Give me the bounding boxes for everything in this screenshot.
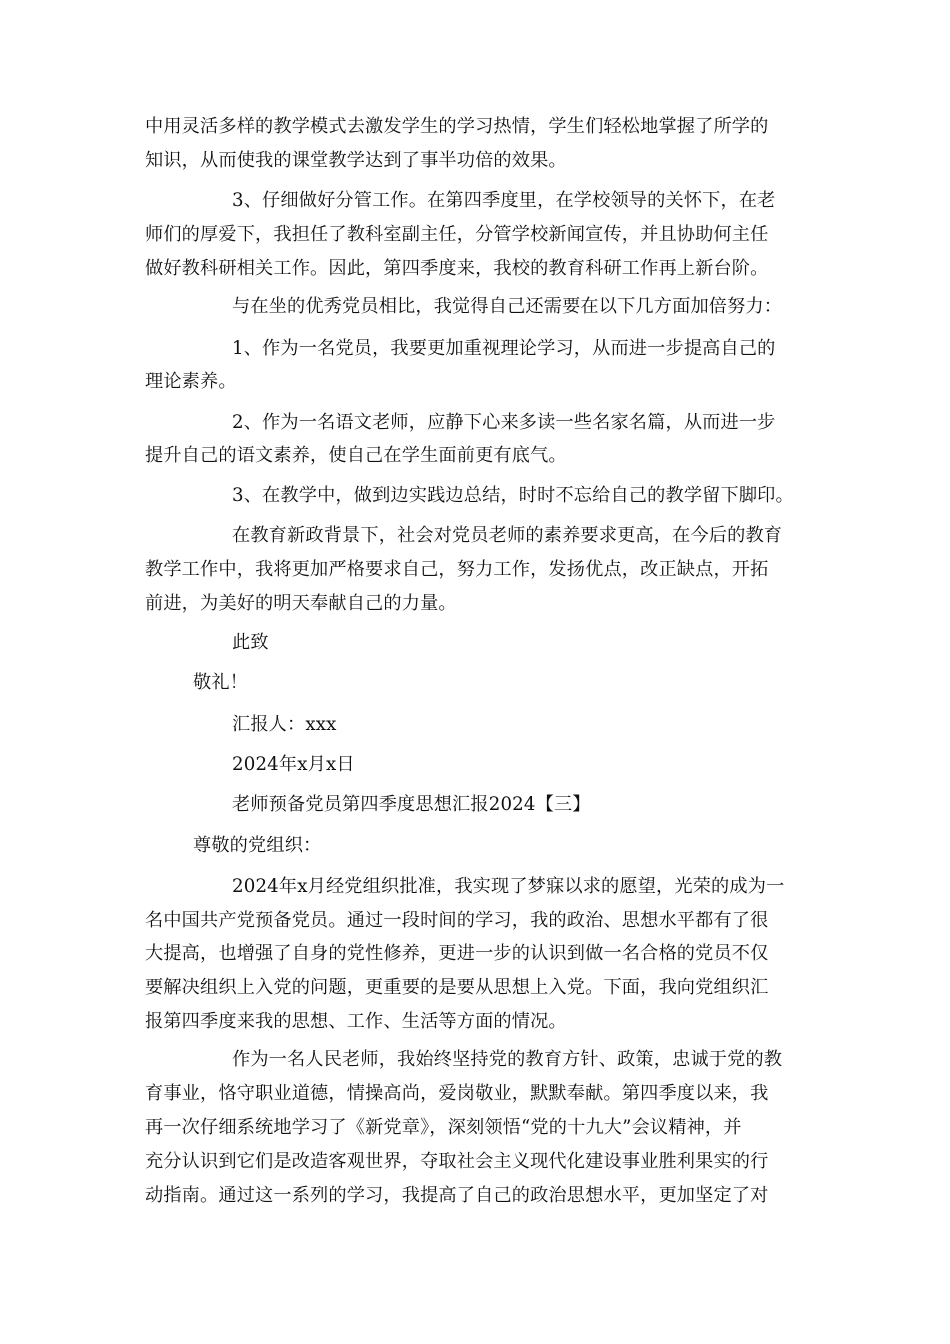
paragraph-line: 动指南。通过这一系列的学习，我提高了自己的政治思想水平，更加坚定了对 — [145, 1185, 769, 1206]
paragraph-line: 做好教科研相关工作。因此，第四季度来，我校的教育科研工作再上新台阶。 — [145, 258, 769, 279]
paragraph-line: 再一次仔细系统地学习了《新党章》，深刻领悟“党的十九大”会议精神，并 — [145, 1117, 742, 1138]
salute-text: 敬礼！ — [193, 672, 249, 693]
reporter-line: 汇报人：xxx — [232, 714, 337, 735]
greeting-line: 尊敬的党组织： — [193, 835, 322, 856]
section-title: 老师预备党员第四季度思想汇报2024【三】 — [232, 794, 591, 815]
paragraph-line: 2024年x月经党组织批准，我实现了梦寐以求的愿望，光荣的成为一 — [232, 876, 785, 897]
paragraph-line: 报第四季度来我的思想、工作、生活等方面的情况。 — [145, 1011, 567, 1032]
paragraph-line: 与在坐的优秀党员相比，我觉得自己还需要在以下几方面加倍努力： — [232, 296, 783, 317]
paragraph-line: 3、在教学中，做到边实践边总结，时时不忘给自己的教学留下脚印。 — [232, 485, 794, 506]
paragraph-line: 理论素养。 — [145, 371, 237, 392]
paragraph-line: 名中国共产党预备党员。通过一段时间的学习，我的政治、思想水平都有了很 — [145, 910, 769, 931]
paragraph-line: 教学工作中，我将更加严格要求自己，努力工作，发扬优点，改正缺点，开拓 — [145, 559, 769, 580]
closing-text: 此致 — [232, 632, 269, 653]
paragraph-line: 育事业，恪守职业道德，情操高尚，爱岗敬业，默默奉献。第四季度以来，我 — [145, 1083, 769, 1104]
paragraph-line: 师们的厚爱下，我担任了教科室副主任，分管学校新闻宣传，并且协助何主任 — [145, 224, 769, 245]
paragraph-line: 在教育新政背景下，社会对党员老师的素养要求更高，在今后的教育 — [232, 525, 783, 546]
paragraph-line: 要解决组织上入党的问题，更重要的是要从思想上入党。下面，我向党组织汇 — [145, 977, 769, 998]
paragraph-line: 知识，从而使我的课堂教学达到了事半功倍的效果。 — [145, 150, 567, 171]
report-date: 2024年x月x日 — [232, 754, 355, 775]
paragraph-line: 充分认识到它们是改造客观世界，夺取社会主义现代化建设事业胜利果实的行 — [145, 1151, 769, 1172]
paragraph-line: 大提高，也增强了自身的党性修养，更进一步的认识到做一名合格的党员不仅 — [145, 943, 769, 964]
paragraph-line: 提升自己的语文素养，使自己在学生面前更有底气。 — [145, 445, 567, 466]
paragraph-line: 中用灵活多样的教学模式去激发学生的学习热情，学生们轻松地掌握了所学的 — [145, 116, 769, 137]
paragraph-line: 3、仔细做好分管工作。在第四季度里，在学校领导的关怀下，在老 — [232, 190, 776, 211]
paragraph-line: 2、作为一名语文老师，应静下心来多读一些名家名篇，从而进一步 — [232, 412, 776, 433]
paragraph-line: 1、作为一名党员，我要更加重视理论学习，从而进一步提高自己的 — [232, 338, 776, 359]
paragraph-line: 前进，为美好的明天奉献自己的力量。 — [145, 593, 457, 614]
paragraph-line: 作为一名人民老师，我始终坚持党的教育方针、政策，忠诚于党的教 — [232, 1049, 783, 1070]
